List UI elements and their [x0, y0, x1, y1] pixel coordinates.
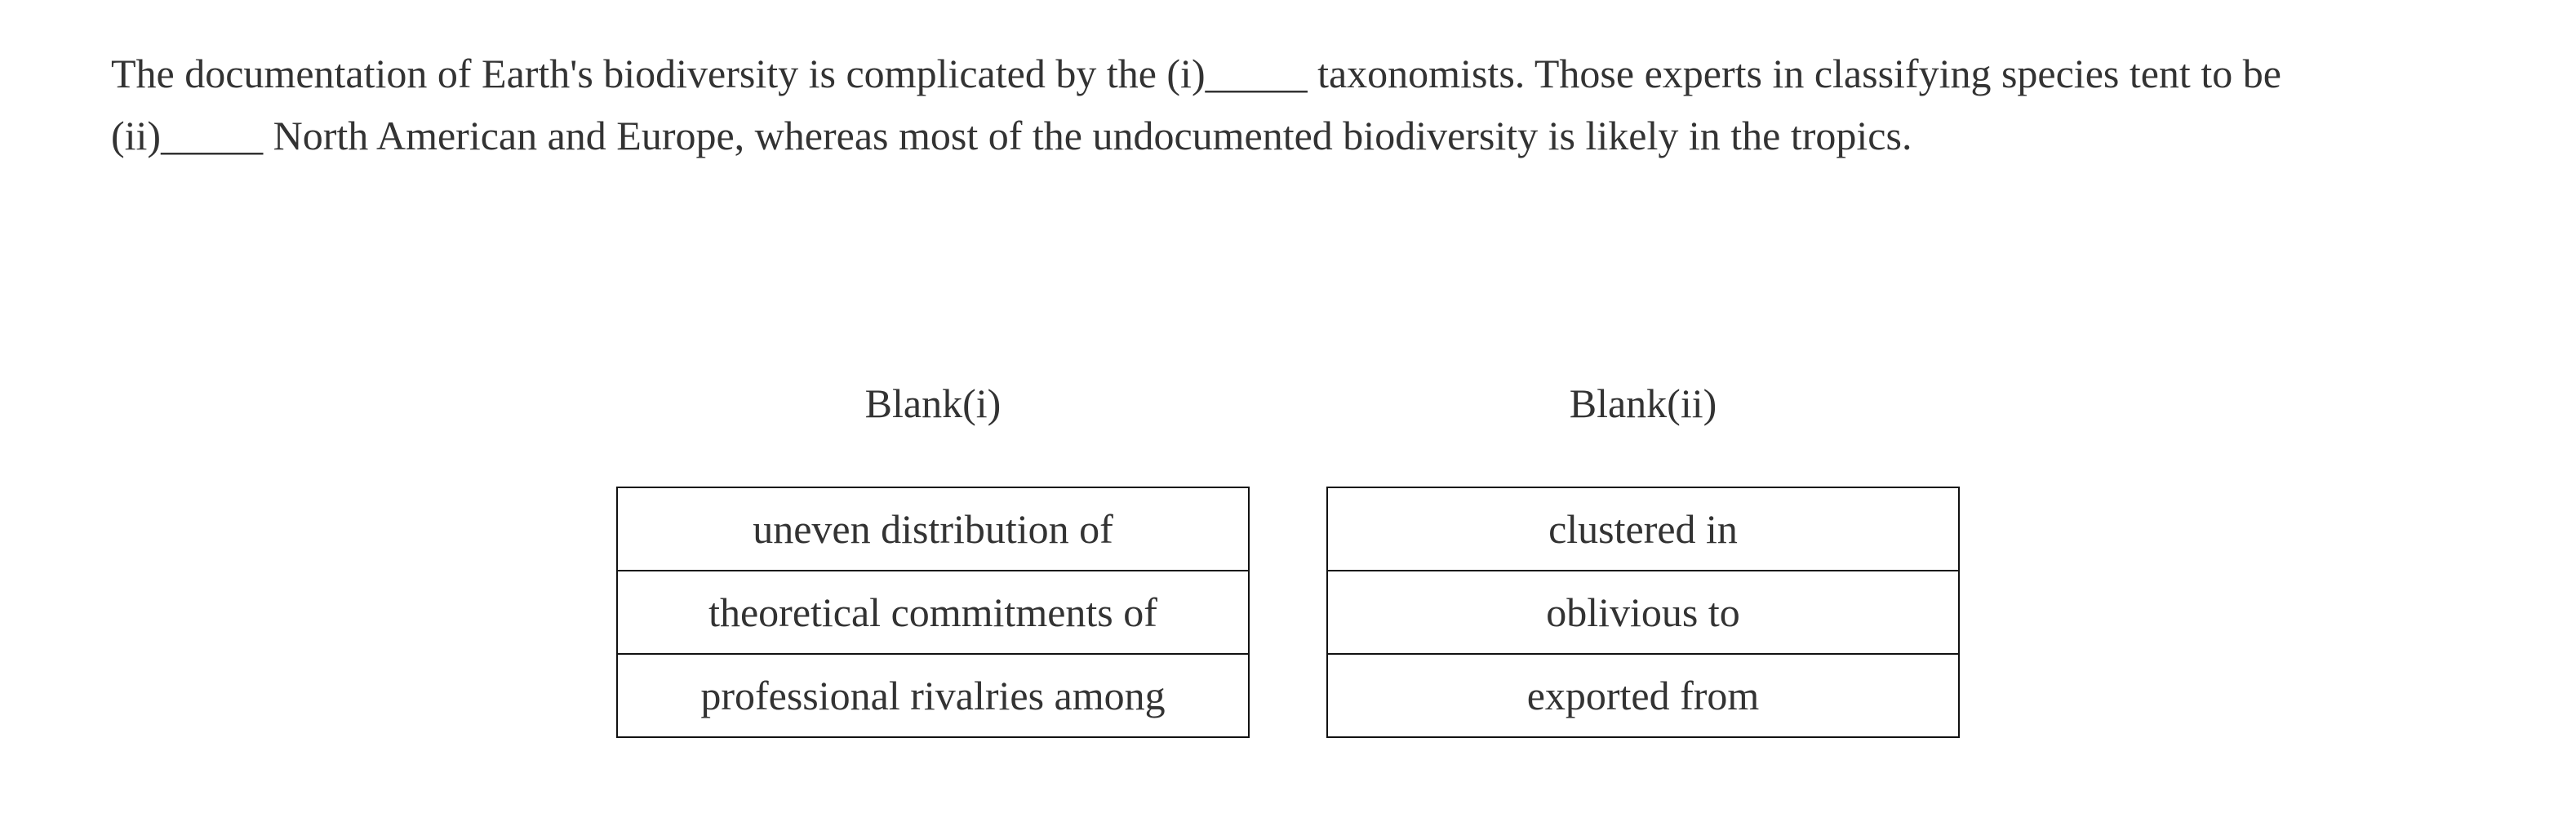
answer-row — [617, 571, 1249, 654]
answer-row — [617, 487, 1249, 571]
blank-i-options — [616, 487, 1250, 738]
blank-ii-option-2[interactable]: oblivious to — [1327, 571, 1959, 654]
answer-row — [617, 654, 1249, 737]
answer-row — [1327, 487, 1959, 571]
answer-row — [1327, 571, 1959, 654]
blank-ii-option-3[interactable]: exported from — [1327, 654, 1959, 737]
blank-i-option-2[interactable]: theoretical commitments of — [617, 571, 1249, 654]
blank-i-title: Blank(i) — [864, 380, 1002, 426]
blank-i-option-3[interactable]: professional rivalries among — [617, 654, 1249, 737]
blank-ii-option-1[interactable]: clustered in — [1327, 487, 1959, 571]
passage-line-2: (ii)_____ North American and Europe, whereas most of the undocumented biodiversity is likely in the tropics. — [111, 113, 1912, 158]
blank-i-option-1[interactable]: uneven distribution of — [617, 487, 1249, 571]
question-passage — [111, 42, 2478, 167]
passage-line-1: The documentation of Earth's biodiversity is complicated by the (i)_____ taxonomists. Those experts in classifying species tent to be — [111, 51, 2281, 96]
answer-row — [1327, 654, 1959, 737]
blank-ii-title: Blank(ii) — [1569, 380, 1717, 426]
blank-ii-options — [1326, 487, 1960, 738]
